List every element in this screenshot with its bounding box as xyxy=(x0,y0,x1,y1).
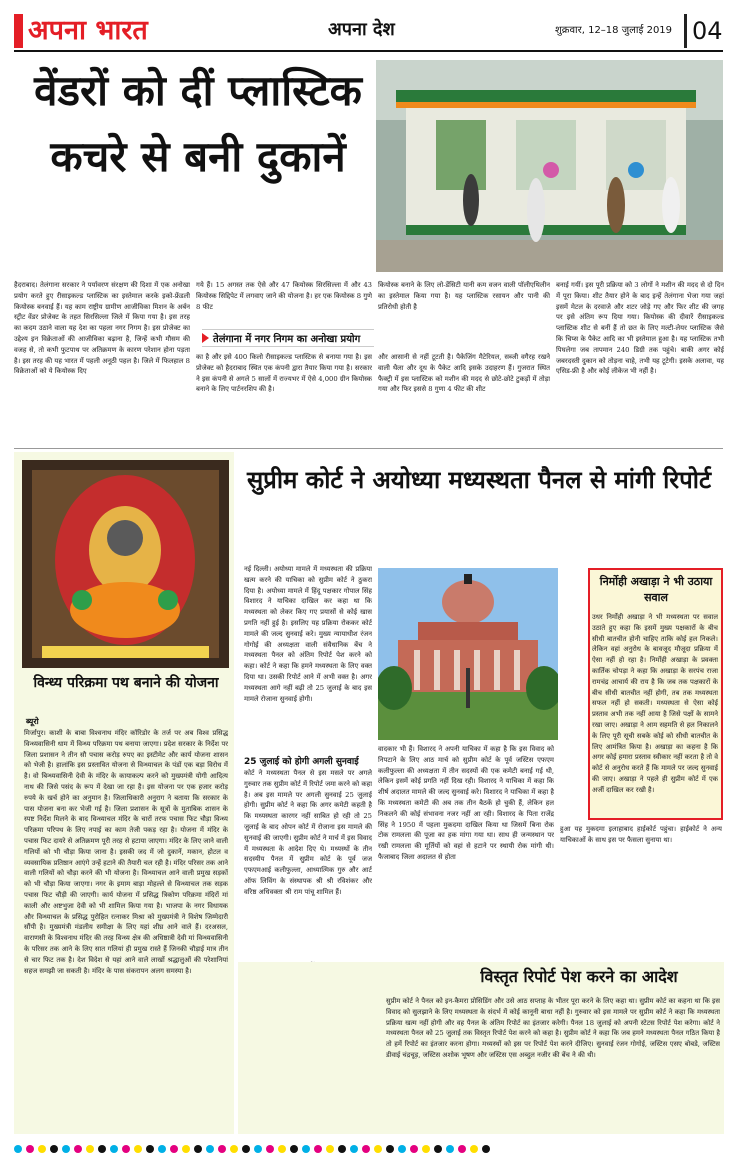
story-column-1: हैदराबाद। तेलंगाना सरकार ने पर्यावरण संरक्षण की दिशा में एक अनोखा प्रयोग करते हुए रीसाइकल्ड प्लास्टिक का इस्तेमाल करके इको-फ्रेंडली कियोस्क बनवाई हैं। यह काम राष्ट्रीय ग्रामीण आजीविका मिशन के अर्बन स्ट्रीट वेंडर प्रोजेक्ट के तहत सिरसिल्ला जिले में किया गया है। इस तरह का कदम उठाने वाला यह देश का पहला नगर निगम है। इस प्रोजेक्ट का उद्देश्य इन विक्रेताओं की आजीविका बढ़ाना है, जिन्हें कभी मौसम की वजह से, तो कभी फुटपाथ पर अतिक्रमण के कारण परेशान होना पड़ता है। इस तरह की यह भारत में पहली अनूठी पहल है। जिले में फिलहाल 8 विक्रेताओं को ये कियोस्क दिए xyxy=(14,281,190,376)
registration-dot xyxy=(50,1145,58,1153)
registration-dot xyxy=(482,1145,490,1153)
registration-dot xyxy=(338,1145,346,1153)
side-byline: ब्यूरो xyxy=(26,717,39,726)
registration-dot xyxy=(326,1145,334,1153)
registration-dot xyxy=(206,1145,214,1153)
story-column-4: बनाई गयीं। इस पूरी प्रक्रिया को 3 लोगों ने मशीन की मदद से दो दिन में पूरा किया। शीट तैयार होने के बाद इन्हें तेलंगाना भेजा गया जहां इसमें मेटल के दरवाजे और शटर जोड़े गए और फिर शीट की जगह पर इसे अंतिम रूप दिया गया। कियोस्क की दीवारें रीसाइकल्ड प्लास्टिक शीट से बनीं हैं तो छत के लिए मल्टी-लेयर प्लास्टिक जैसे कि चिप्स के पैकेट आदि का भी इस्तेमाल हुआ है। यह प्लास्टिक तभी पिघलेगा जब तापमान 240 डिग्री तक पहुंचे। बाकी अगर कोई जबरदस्ती दुकान को तोड़ना चाहे, तभी यह टूटेगी। इसके अलावा, यह एसिड-फ्री है और कोई लीकेज भी नहीं है। xyxy=(556,281,724,376)
story-subhead xyxy=(202,329,374,347)
registration-dot xyxy=(194,1145,202,1153)
page-number: 04 xyxy=(692,17,723,45)
registration-dot xyxy=(422,1145,430,1153)
registration-dot xyxy=(386,1145,394,1153)
registration-dot xyxy=(86,1145,94,1153)
sc-column-1: नई दिल्ली। अयोध्या मामले में मध्यस्थता की प्रक्रिया खत्म करने की याचिका को सुप्रीम कोर्ट ने ठुकरा दिया है। अयोध्या मामले में हिंदू पक्षकार गोपाल सिंह विशारद ने याचिका दाखिल कर कहा था कि मध्यस्थता को लेकर किए गए प्रयासों से कोई खास प्रगति नहीं हुई है। इसलिए यह प्रक्रिया रोककर कोर्ट मामले की जल्द सुनवाई करे। मुख्य न्यायाधीश रंजन गोगोई की अध्यक्षता वाली संवैधानिक बेंच ने मध्यस्थता पैनल को अंतिम रिपोर्ट पेश करने को कहा। कोर्ट ने कहा कि हमने मध्यस्थता के लिए वक्त दिया था। उसकी रिपोर्ट आने में अभी वक्त है। अगर मध्यस्थता आगे नहीं बढ़ी तो 25 जुलाई के बाद इस मामले रोजाना सुनवाई होगी। xyxy=(244,565,372,703)
registration-dot xyxy=(290,1145,298,1153)
brand-red-bar xyxy=(14,14,23,48)
nirmohi-headline: निर्मोही अखाड़ा ने भी उठाया सवाल xyxy=(599,575,713,604)
story-column-2: गये हैं। 15 अगस्त तक ऐसे और 47 कियोस्क सिरसिल्ला में और 43 कियोस्क सिद्दिपेट में लगवाए जाने की योजना है। हर एक कियोस्क 8 गुणे 8 फीट xyxy=(196,281,372,311)
registration-dot xyxy=(410,1145,418,1153)
story-column-2b: का है और इसे 400 किलो रीसाइकल्ड प्लास्टिक से बनाया गया है। इस प्रोजेक्ट को हैदराबाद स्थित एक कंपनी द्वारा तैयार किया गया है। सरकार ने इस कंपनी से अगले 5 सालों में राज्यभर में ऐसे 4,000 ग्रीन कियोस्क बनाने के लिए पार्टनरशिप की है। xyxy=(196,353,372,394)
registration-dot xyxy=(266,1145,274,1153)
registration-dot xyxy=(182,1145,190,1153)
registration-dot xyxy=(134,1145,142,1153)
sc-column-3: हुआ यह मुकदमा इलाहाबाद हाईकोर्ट पहुंचा। हाईकोर्ट ने अन्य याचिकाओं के साथ इस पर फैसला सुनाया था। xyxy=(560,825,722,844)
side-story-body: मिर्जापुर। काशी के बाबा विश्वनाथ मंदिर कॉरिडोर के तर्ज पर अब विश्व प्रसिद्ध विन्ध्यवासिनी धाम में विन्ध्य परिक्रमा पथ बनाया जाएगा। प्रदेश सरकार के निर्देश पर जिला प्रशासन ने तीन सौ पचास करोड़ रुपए का इस्टीमेट और कार्य योजना शासन को भेजी है। हालांकि इस प्रस्तावित योजना से विन्ध्याचल के पंडों एक बड़ा विरोध में है। वो बिन्ध्यवासिनी देवी के मंदिर के कायाकल्प करने को मुख्यमंत्री योगी आदित्य नाथ की जिसे पसंद के रूप में देखा जा रहा है। इस योजना पर एक हजार करोड़ रुपये के खर्च होने का अनुमान है। जिलाधिकारी अनुराग ने बताया कि सरकार के पास योजना बना कर भेजी गई है। जिला प्रशासन के सूत्रों के मुताबिक शासन के स्पष्ट निर्देश मिलने के बाद विन्ध्याचल मंदिर के चारों तरफ पचास फिट चौड़ा विन्ध्य परिक्रमा परिपथ के लिए नपाई का काम तेजी पकड़ रहा है। योजना में मंदिर के पचास फिट दायरे से अतिक्रमण पूरी तरह से हटाया जाएगा। मंदिर के लिए जाने वाली गलियों को भी चौड़ा किया जाना है। इसकी जद में जो दुकानें, मकान, होटल व व्यवसायिक प्रतिष्ठान आएंगे उन्हें हटाने की तैयारी चल रही है। मंदिर परिसर तक आने वाली गलियों को चौड़ा करने की भी योजना है। विन्ध्याचल आने वाली प्रमुख सड़कों को भी चौड़ा किया जाएगा। नगर के इमाम बाड़ा मोहल्ले से विन्ध्याचल तक सड़क पचास फिट चौड़ी की जाएगी। कार्य योजना में प्रसिद्ध त्रिकोण परिक्रमा मंदिरों मां काली और अष्टभुजा देवी को भी शामिल किया गया है। भाजपा के नगर विधायक और विन्ध्याचल के प्रसिद्ध पुरोहित रत्नाकर मिश्रा को मुख्यमंत्री ने विशेष जिम्मेदारी सौंपी है। मुख्यमंत्री मंडलीय समीक्षा के लिए यहां शीघ्र आने वाले हैं। दरअसल, वाराणसी के विश्वनाथ मंदिर की तरह विन्ध्य क्षेत्र की अधिष्ठात्री देवी मां विन्ध्यवासिनी के परिसर तक आने के लिए सात गलियां ही प्रमुख रास्ते हैं जिनकी चौड़ाई मात्र तीन से चार फिट तक है। देश विदेश से यहां आने वाले लाखों श्रद्धालुओं की परेशानियां सहज समझी जा सकती है। मंदिर के पास संकरापन अलग समस्या है। xyxy=(24,729,228,975)
registration-dot xyxy=(110,1145,118,1153)
registration-dot xyxy=(458,1145,466,1153)
registration-dot xyxy=(38,1145,46,1153)
sc-column-1b: कोर्ट ने मध्यस्थता पैनल से इस मसले पर अगले गुरुवार तक सुप्रीम कोर्ट में रिपोर्ट जमा करने को कहा है। अब इस मामले पर अगली सुनवाई 25 जुलाई होगी। सुप्रीम कोर्ट ने कहा कि अगर कमेटी कहती है कि मध्यस्थता कारगर नहीं साबित हो रही तो 25 जुलाई के बाद ओपन कोर्ट में रोजाना इस मामले की सुनवाई की जाएगी। सुप्रीम कोर्ट ने मार्च में इस विवाद में मध्यस्थता के आदेश दिए थे। मध्यस्थों के तीन सदस्यीय पैनल में सुप्रीम कोर्ट के पूर्व जज एफएमआई कलीफुल्ला, आध्यात्मिक गुरु और आर्ट ऑफ लिविंग के संस्थापक श्री श्री रविशंकर और वरिष्ठ अधिवक्ता श्री राम पांचू शामिल हैं। xyxy=(244,769,372,896)
detailed-report-headline: विस्तृत रिपोर्ट पेश करने का आदेश xyxy=(480,967,678,986)
registration-dot xyxy=(230,1145,238,1153)
registration-dot xyxy=(74,1145,82,1153)
kiosk-photo xyxy=(376,60,723,272)
header-rule xyxy=(14,50,723,52)
side-story-headline: विन्ध्य परिक्रमा पथ बनाने की योजना xyxy=(33,675,219,691)
sc-headline: सुप्रीम कोर्ट ने अयोध्या मध्यस्थता पैनल से मांगी रिपोर्ट xyxy=(246,466,712,494)
deity-photo xyxy=(22,460,229,668)
registration-dot xyxy=(278,1145,286,1153)
registration-dot xyxy=(242,1145,250,1153)
registration-dot xyxy=(470,1145,478,1153)
registration-dot xyxy=(122,1145,130,1153)
arrow-icon xyxy=(202,333,209,343)
registration-dot xyxy=(374,1145,382,1153)
registration-dot xyxy=(26,1145,34,1153)
supreme-court-photo xyxy=(378,568,558,740)
registration-dot xyxy=(302,1145,310,1153)
section-title: अपना देश xyxy=(328,19,395,40)
registration-dot xyxy=(362,1145,370,1153)
story-headline: वेंडरों को दीं प्लास्टिक कचरे से बनी दुकानें xyxy=(34,66,362,181)
registration-dot xyxy=(158,1145,166,1153)
registration-dot xyxy=(254,1145,262,1153)
sc-subhead-1: 25 जुलाई को होगी अगली सुनवाई xyxy=(244,757,359,767)
registration-dot xyxy=(434,1145,442,1153)
registration-dot xyxy=(98,1145,106,1153)
registration-dot xyxy=(446,1145,454,1153)
registration-dot xyxy=(314,1145,322,1153)
detailed-report-body: सुप्रीम कोर्ट ने पैनल को इन-कैमरा प्रोसिडिंग और उसे आठ सप्ताह के भीतर पूरा करने के लिए कहा था। सुप्रीम कोर्ट का कहना था कि इस विवाद को सुलझाने के लिए मध्यस्थता के संदर्भ में कोई कानूनी बाधा नहीं है। गुरुवार को इस मामले पर सुप्रीम कोर्ट ने कहा कि मध्यस्थता प्रक्रिया खत्म नहीं होगी और वह पैनल के अंतिम रिपोर्ट का इंतजार करेगी। पैनल 18 जुलाई को अपनी स्टेटस रिपोर्ट पेश करेगा। कोर्ट ने मध्यस्थता पैनल को 25 जुलाई तक विस्तृत रिपोर्ट पेश करने को कहा है। सुप्रीम कोर्ट ने कहा कि जब हमने मध्यस्थता पैनल गठित किया है तो हमें रिपोर्ट का इंतजार करना होगा। मध्यस्थों को इस पर रिपोर्ट पेश करने दीजिए। सुनवाई रंजन गोगोई, जस्टिस एसए बोबडे, जस्टिस डीवाई चंद्रचूड़, जस्टिस अशोक भूषण और जस्टिस एस अब्दुल नजीर की बेंच ने की थी। xyxy=(386,997,720,1059)
nirmohi-body: उधर निर्मोही अखाड़ा ने भी मध्यस्थता पर सवाल उठाते हुए कहा कि इसमें मुख्य पक्षकारों के बीच सीधी बातचीत होनी चाहिए ताकि कोई हल निकले। लेकिन वहां अनुरोध के बावजूद मौजूदा प्रक्रिया में ऐसा नहीं हो रहा है। निर्मोही अखाड़ा के प्रवक्ता कार्तिक चोपड़ा ने कहा कि अखाड़ा के सरपंच राजा रामचंद्र आचार्य की राय है कि जब तक पक्षकारों के बीच सीधी बातचीत नहीं होगी, तब तक मध्यस्थता सफल नहीं हो सकती। मध्यस्थता से ऐसा कोई प्रस्ताव अभी तक नहीं आया है जिसे पक्षों के सामने रखा जाए। अखाड़ा ने आम सहमति से हल निकालने के लिए पूरी सूची सबके कोई को सीधी बातचीत के लिए आमंत्रित किया है। अखाड़ा का कहना है कि अगर कोई हमारा प्रस्ताव स्वीकार नहीं करता है तो वे कोर्ट से अनुरोध करते हैं कि मामले पर जल्द सुनवाई की जाए। अखाड़ा ने पहले ही सुप्रीम कोर्ट में एक अर्जी दाखिल कर रखी है। xyxy=(592,613,718,794)
registration-dot xyxy=(170,1145,178,1153)
section-divider xyxy=(14,448,723,449)
registration-dot xyxy=(146,1145,154,1153)
registration-dot xyxy=(218,1145,226,1153)
registration-dot xyxy=(62,1145,70,1153)
registration-dot xyxy=(398,1145,406,1153)
header-separator xyxy=(684,14,687,48)
registration-dot xyxy=(14,1145,22,1153)
story-column-3b: और आसानी से नहीं टूटती है। पैकेजिंग मैटेरियल, सब्जी वगैरह रखने वाली थैला और दूध के पैकेट आदि इसके उदाहरण हैं। गुजरात स्थित फैक्ट्री में इस प्लास्टिक को मशीन की मदद से छोटे-छोटे टुकड़ों में तोड़ा गया और फिर इससे 8 गुणा 4 फीट की शीट xyxy=(378,353,550,394)
registration-dot xyxy=(350,1145,358,1153)
story-column-3: कियोस्क बनाने के लिए लो-डेंसिटी यानी कम वजन वाली पॉलीएथिलीन का इस्तेमाल किया गया है। यह प्लास्टिक रसायन और पानी की प्रतिरोधी होती है xyxy=(378,281,550,311)
color-registration-bar xyxy=(14,1138,723,1150)
sc-column-2: वादकार भी हैं। विशारद ने अपनी याचिका में कहा है कि इस विवाद को निपटाने के लिए आठ मार्च को सुप्रीम कोर्ट के पूर्व जस्टिस एफएम कलीफुल्ला की अध्यक्षता में तीन सदस्यों की एक कमेटी बनाई गई थी, लेकिन इसमें कोई प्रगति नहीं दिख रही। विशारद ने याचिका में कहा कि शीर्ष अदालत मामले की जल्द सुनवाई करे। विशारद ने याचिका में कहा है कि मध्यस्थता कमेटी की अब तक तीन बैठकें हो चुकी हैं, लेकिन हल निकलने की कोई संभावना नजर नहीं आ रही। विशारद के पिता राजेंद्र सिंह ने 1950 में पहला मुकदमा दाखिल किया था जिसमें बिना रोक टोक रामलला की पूजा का हक मांगा गया था। साथ ही जन्मस्थान पर रखी रामलला की मूर्तियों को वहां से हटाने पर स्थायी रोक मांगी थी। फैजाबाद जिला अदालत से होता xyxy=(378,745,554,861)
masthead-brand: अपना भारत xyxy=(28,15,148,46)
story-subhead-text: तेलंगाना में नगर निगम का अनोखा प्रयोग xyxy=(213,334,361,345)
issue-date: शुक्रवार, 12–18 जुलाई 2019 xyxy=(555,25,673,36)
